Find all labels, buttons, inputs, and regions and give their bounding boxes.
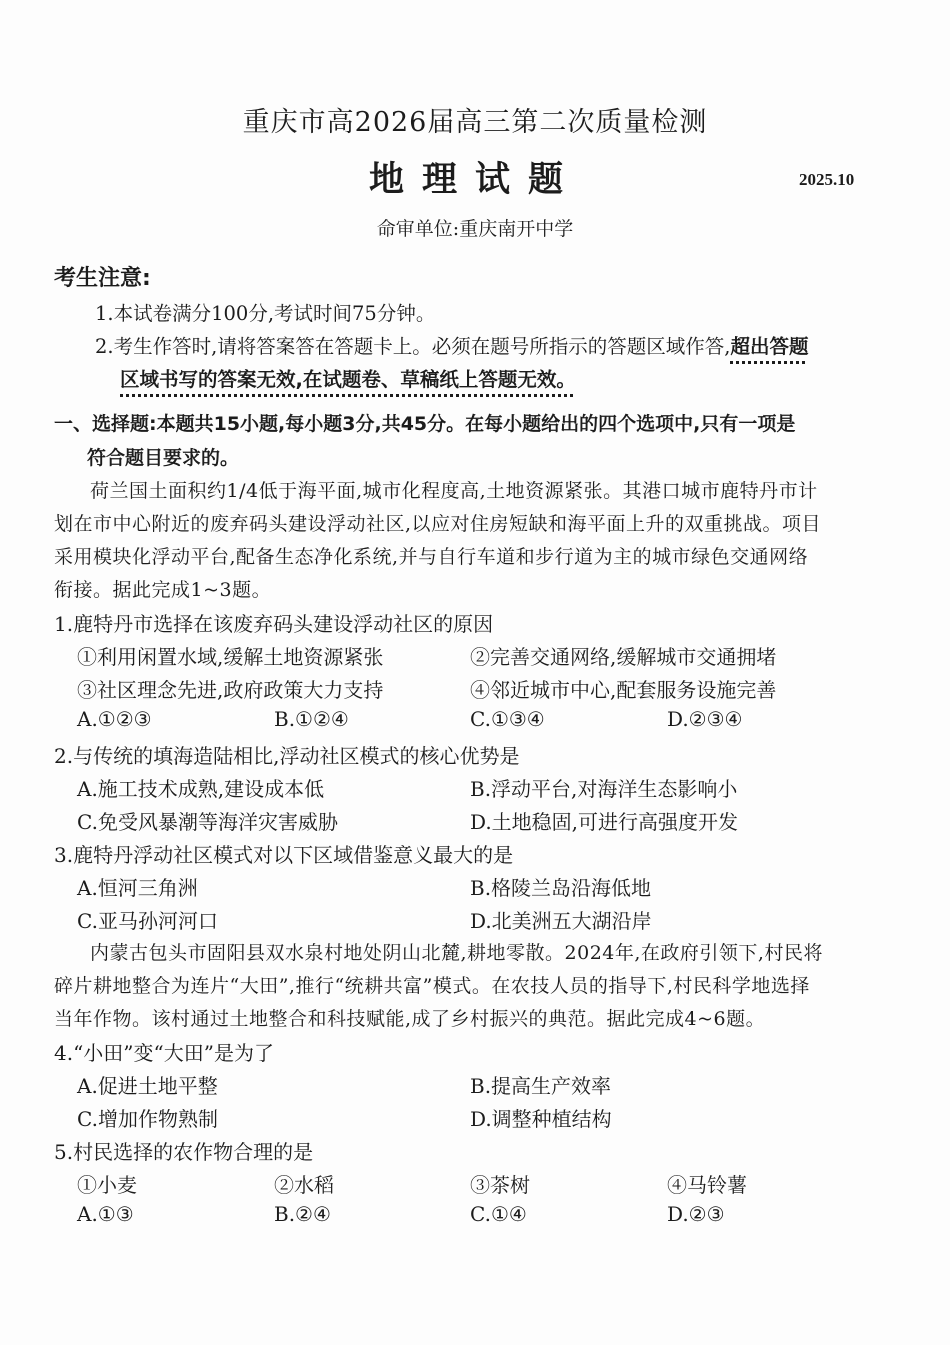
q3-option-a: A.恒河三角洲 xyxy=(77,876,198,900)
q4-option-b: B.提高生产效率 xyxy=(470,1074,612,1098)
q1-statement-1: ①利用闲置水域,缓解土地资源紧张 xyxy=(77,645,384,669)
q5-stem: 5.村民选择的农作物合理的是 xyxy=(54,1140,314,1164)
q4-option-d: D.调整种植结构 xyxy=(470,1107,612,1131)
notice-item-2-normal: 2.考生作答时,请将答案答在答题卡上。必须在题号所指示的答题区域作答, xyxy=(95,335,731,358)
q5-option-a: A.①③ xyxy=(77,1202,134,1226)
q1-stem: 1.鹿特丹市选择在该废弃码头建设浮动社区的原因 xyxy=(54,612,494,636)
q1-statement-2: ②完善交通网络,缓解城市交通拥堵 xyxy=(470,645,777,669)
q1-option-d: D.②③④ xyxy=(667,707,743,731)
subject-title: 地理试题 xyxy=(368,160,581,200)
notice-item-1: 1.本试卷满分100分,考试时间75分钟。 xyxy=(95,302,436,325)
passage2-line2: 碎片耕地整合为连片“大田”,推行“统耕共富”模式。在农技人员的指导下,村民科学地选择 xyxy=(54,975,810,997)
q2-option-a: A.施工技术成熟,建设成本低 xyxy=(77,777,325,801)
q4-stem: 4.“小田”变“大田”是为了 xyxy=(54,1041,274,1065)
q5-option-d: D.②③ xyxy=(667,1202,725,1226)
q5-statement-4: ④马铃薯 xyxy=(667,1173,747,1197)
notice-item-2-emphasis-b: 区域书写的答案无效,在试题卷、草稿纸上答题无效。 xyxy=(120,368,576,391)
passage1-line1: 荷兰国土面积约1/4低于海平面,城市化程度高,土地资源紧张。其港口城市鹿特丹市计 xyxy=(90,480,818,502)
q1-statement-4: ④邻近城市中心,配套服务设施完善 xyxy=(470,678,777,702)
section-heading-line1: 一、选择题:本题共15小题,每小题3分,共45分。在每小题给出的四个选项中,只有一项是 xyxy=(54,413,796,435)
q3-stem: 3.鹿特丹浮动社区模式对以下区域借鉴意义最大的是 xyxy=(54,843,514,867)
q5-statement-1: ①小麦 xyxy=(77,1173,137,1197)
passage2-line3: 当年作物。该村通过土地整合和科技赋能,成了乡村振兴的典范。据此完成4~6题。 xyxy=(54,1008,766,1030)
q3-option-c: C.亚马孙河河口 xyxy=(77,909,218,933)
q5-option-c: C.①④ xyxy=(470,1202,527,1226)
q5-statement-2: ②水稻 xyxy=(274,1173,334,1197)
q5-statement-3: ③茶树 xyxy=(470,1173,530,1197)
setting-unit: 命审单位:重庆南开中学 xyxy=(376,218,574,240)
q1-option-c: C.①③④ xyxy=(470,707,545,731)
q2-option-d: D.土地稳固,可进行高强度开发 xyxy=(470,810,739,834)
q1-option-a: A.①②③ xyxy=(77,707,152,731)
passage1-line3: 采用模块化浮动平台,配备生态净化系统,并与自行车道和步行道为主的城市绿色交通网络 xyxy=(54,546,809,568)
passage2-line1: 内蒙古包头市固阳县双水泉村地处阴山北麓,耕地零散。2024年,在政府引领下,村民将 xyxy=(90,942,823,964)
notice-item-2 xyxy=(95,331,809,359)
q2-option-c: C.免受风暴潮等海洋灾害威胁 xyxy=(77,810,338,834)
passage1-line4: 衔接。据此完成1~3题。 xyxy=(54,579,272,601)
q3-option-d: D.北美洲五大湖沿岸 xyxy=(470,909,652,933)
q5-option-b: B.②④ xyxy=(274,1202,331,1226)
q3-option-b: B.格陵兰岛沿海低地 xyxy=(470,876,652,900)
q1-statement-3: ③社区理念先进,政府政策大力支持 xyxy=(77,678,384,702)
q2-option-b: B.浮动平台,对海洋生态影响小 xyxy=(470,777,738,801)
q4-option-c: C.增加作物熟制 xyxy=(77,1107,218,1131)
section-heading-line2: 符合题目要求的。 xyxy=(87,447,240,469)
q1-option-b: B.①②④ xyxy=(274,707,349,731)
exam-date: 2025.10 xyxy=(799,170,855,189)
q4-option-a: A.促进土地平整 xyxy=(77,1074,218,1098)
q2-stem: 2.与传统的填海造陆相比,浮动社区模式的核心优势是 xyxy=(54,744,520,768)
notice-item-2-emphasis-a: 超出答题 xyxy=(730,335,809,358)
exam-title: 重庆市高2026届高三第二次质量检测 xyxy=(242,107,708,138)
notice-title: 考生注意: xyxy=(54,266,151,291)
passage1-line2: 划在市中心附近的废弃码头建设浮动社区,以应对住房短缺和海平面上升的双重挑战。项目 xyxy=(54,513,822,535)
